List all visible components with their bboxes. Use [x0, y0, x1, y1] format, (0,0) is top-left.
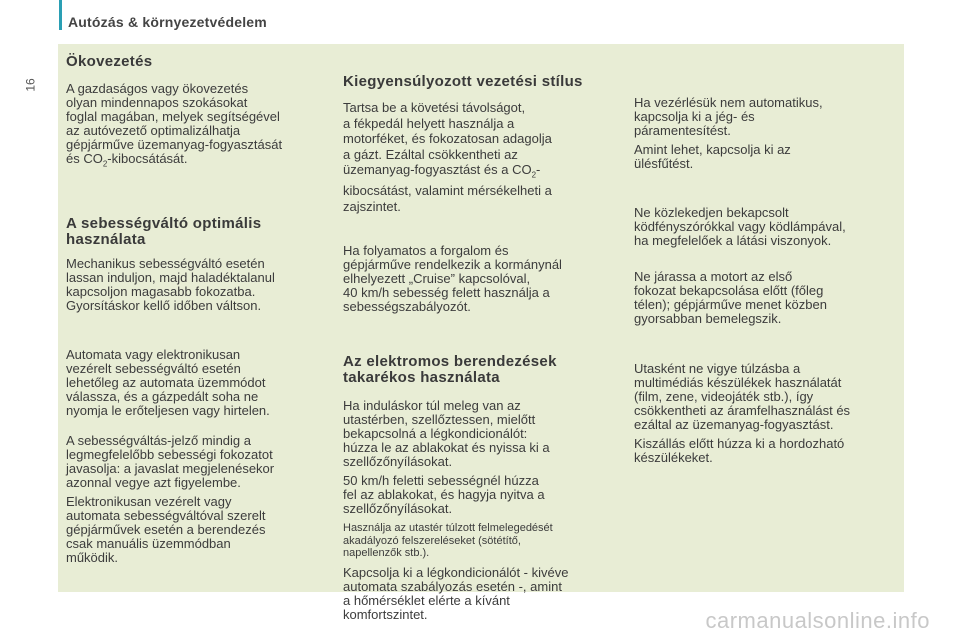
text-line: 40 km/h sebesség felett használja a	[343, 285, 550, 301]
heading-line: A sebességváltó optimális	[66, 214, 262, 232]
text-line: lehetőleg az automata üzemmódot	[66, 374, 266, 390]
page-number: 16	[23, 78, 38, 92]
text-line: lassan induljon, majd haladéktalanul	[66, 269, 275, 285]
text-line: ezáltal az üzemanyag-fogyasztást.	[634, 417, 834, 432]
text-line: Használja az utastér túlzott felmelegedését	[343, 522, 553, 535]
text-line: szellőzőnyílásokat.	[343, 501, 453, 517]
co2-subscript: 2	[531, 170, 537, 180]
column-right	[634, 96, 899, 465]
text-line: Kapcsolja ki a légkondicionálót - kivéve	[343, 564, 569, 580]
text-line: fel az ablakokat, és hagyja nyitva a	[343, 487, 545, 503]
text-line: multimédiás készülékek használatát	[634, 375, 842, 390]
text-line: legmegfelelőbb sebességi fokozatot	[66, 446, 273, 462]
text-line: bekapcsolná a légkondicionálót:	[343, 426, 528, 442]
paragraph-unplug-devices	[634, 437, 899, 465]
intro-line: A gazdaságos vagy ökovezetés	[66, 81, 249, 96]
intro-line: gépjárműve üzemanyag-fogyasztását	[66, 137, 283, 152]
paragraph-gear-indicator	[66, 434, 328, 490]
text-line: -	[536, 162, 541, 177]
text-line: Ha folyamatos a forgalom és	[343, 243, 509, 259]
intro-line: foglal magában, melyek segítségével	[66, 109, 280, 124]
heading-line: takarékos használata	[343, 369, 500, 387]
column-left	[66, 54, 328, 565]
paragraph-seat-heating	[634, 143, 899, 171]
header-accent-bar	[59, 0, 62, 30]
text-line: páramentesítést.	[634, 123, 731, 138]
text-line: azonnal vegye azt figyelembe.	[66, 474, 241, 490]
text-line: ha megfelelőek a látási viszonyok.	[634, 233, 832, 248]
text-line: napellenzők stb.).	[343, 547, 430, 560]
text-line: csak manuális üzemmódban	[66, 535, 231, 551]
text-line: válassza, és a gázpedált soha ne	[66, 388, 259, 404]
text-line: (film, zene, videojáték stb.), így	[634, 389, 814, 404]
text-line: elhelyezett „Cruise” kapcsolóval,	[343, 271, 531, 287]
text-line: Tartsa be a követési távolságot,	[343, 100, 526, 115]
text-line: 50 km/h feletti sebességnél húzza	[343, 473, 539, 489]
text-line: Automata vagy elektronikusan	[66, 346, 241, 362]
paragraph-engine-idle	[634, 270, 899, 326]
paragraph-balanced-driving	[343, 100, 623, 214]
paragraph-air-conditioning	[343, 566, 623, 622]
text-line: gépjárműve rendelkezik a kormánynál	[343, 257, 562, 273]
section-title: Autózás & környezetvédelem	[68, 14, 267, 30]
text-line: Ne közlekedjen bekapcsolt	[634, 205, 789, 220]
text-line: sebességszabályozót.	[343, 299, 471, 315]
text-line: vezérelt sebességváltó esetén	[66, 360, 241, 376]
text-line: gyorsabban bemelegszik.	[634, 311, 782, 326]
heading-electrical-equipment	[343, 354, 623, 386]
intro-line: és CO	[66, 151, 103, 166]
text-line: fokozat bekapcsolása előtt (főleg	[634, 283, 824, 298]
text-line: Ha vezérlésük nem automatikus,	[634, 95, 823, 110]
watermark: carmanualsonline.info	[705, 608, 930, 633]
intro-line: -kibocsátását.	[107, 151, 188, 166]
text-line: szellőzőnyílásokat.	[343, 454, 453, 470]
text-line: komfortszintet.	[343, 606, 428, 622]
intro-paragraph	[66, 82, 328, 172]
paragraph-ventilation	[343, 399, 623, 469]
text-line: A sebességváltás-jelző mindig a	[66, 432, 251, 448]
paragraph-sunshades	[343, 522, 623, 560]
text-line: Mechanikus sebességváltó esetén	[66, 255, 265, 271]
column-middle	[343, 74, 623, 622]
text-line: Utasként ne vigye túlzásba a	[634, 361, 801, 376]
co2-subscript: 2	[102, 159, 108, 169]
paragraph-manual-gearbox	[66, 257, 328, 313]
text-line: működik.	[66, 549, 119, 565]
text-line: utastérben, szellőztessen, mielőtt	[343, 412, 536, 428]
text-line: automata szabályozás esetén -, amint	[343, 578, 562, 594]
text-line: Amint lehet, kapcsolja ki az	[634, 142, 791, 157]
paragraph-windows	[343, 474, 623, 516]
text-line: akadályozó felszereléseket (sötétítő,	[343, 534, 521, 547]
text-line: készülékeket.	[634, 450, 713, 465]
text-line: üzemanyag-fogyasztást és a CO	[343, 162, 532, 177]
paragraph-fog-lights	[634, 206, 899, 248]
paragraph-defrost	[634, 96, 899, 138]
intro-line: az autóvezető optimalizálhatja	[66, 123, 241, 138]
heading-gearbox	[66, 216, 328, 248]
paragraph-multimedia	[634, 362, 899, 432]
text-line: Ha induláskor túl meleg van az	[343, 398, 521, 414]
text-line: Elektronikusan vezérelt vagy	[66, 493, 232, 509]
text-line: ülésfűtést.	[634, 156, 694, 171]
text-line: kapcsoljon magasabb fokozatba.	[66, 283, 256, 299]
heading-line: Az elektromos berendezések	[343, 353, 557, 371]
text-line: a gázt. Ezáltal csökkentheti az	[343, 146, 518, 162]
text-line: csökkentheti az áramfelhasználást és	[634, 403, 851, 418]
paragraph-automatic-gearbox	[66, 348, 328, 418]
text-line: automata sebességváltóval szerelt	[66, 507, 266, 523]
text-line: a hőmérséklet elérte a kívánt	[343, 592, 510, 608]
text-line: a fékpedál helyett használja a	[343, 115, 515, 131]
text-line: kapcsolja ki a jég- és	[634, 109, 755, 124]
paragraph-electronic-gearbox	[66, 495, 328, 565]
heading-ecodriving: Ökovezetés	[66, 53, 153, 70]
text-line: húzza le az ablakokat és nyissa ki a	[343, 440, 550, 456]
text-line: Gyorsításkor kellő időben váltson.	[66, 297, 262, 313]
text-line: Ne járassa a motort az első	[634, 269, 793, 284]
heading-line: használata	[66, 230, 146, 248]
paragraph-cruise-control	[343, 244, 623, 314]
text-line: kibocsátást, valamint mérsékelheti a	[343, 183, 552, 199]
text-line: ködfényszórókkal vagy ködlámpával,	[634, 219, 846, 234]
heading-balanced-driving: Kiegyensúlyozott vezetési stílus	[343, 73, 583, 90]
text-line: motorféket, és fokozatosan adagolja	[343, 131, 552, 146]
text-line: télen); gépjárműve menet közben	[634, 297, 827, 312]
text-line: Kiszállás előtt húzza ki a hordozható	[634, 436, 845, 451]
text-line: zajszintet.	[343, 198, 401, 214]
text-line: nyomja le erőteljesen vagy hirtelen.	[66, 402, 270, 418]
text-line: javasolja: a javaslat megjelenésekor	[66, 460, 275, 476]
text-line: gépjárművek esetén a berendezés	[66, 521, 266, 537]
intro-line: olyan mindennapos szokásokat	[66, 95, 248, 110]
